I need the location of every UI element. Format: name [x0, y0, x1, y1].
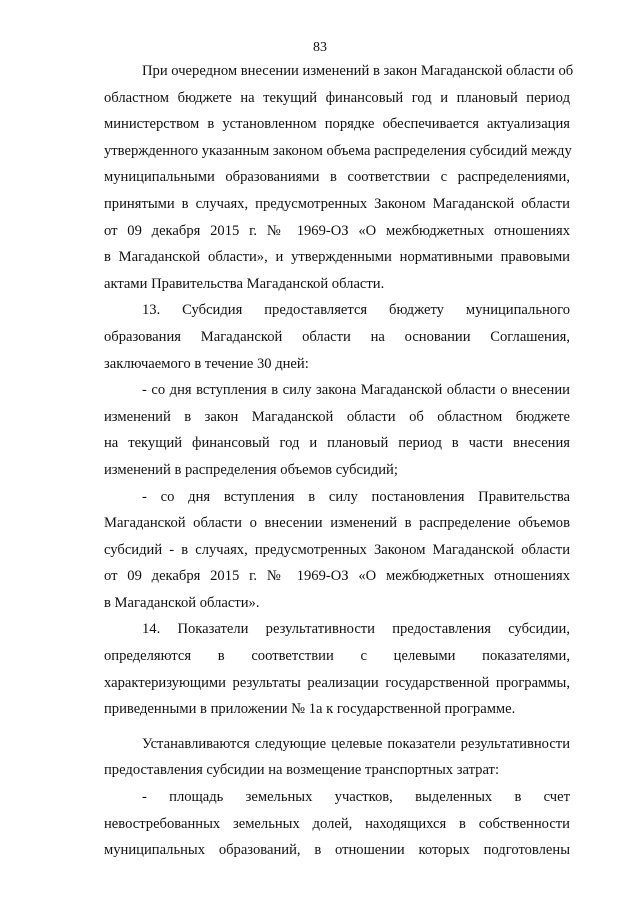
- text-line: - со дня вступления в силу закона Магаданской области о внесении: [142, 382, 570, 399]
- paragraph-dash-land-area: [104, 784, 570, 864]
- text-line: принятыми в случаях, предусмотренных Законом Магаданской области: [104, 195, 570, 212]
- text-line: в Магаданской области», и утвержденными нормативными правовыми: [104, 249, 570, 266]
- text-line: Магаданской области о внесении изменений в распределение объемов: [104, 515, 570, 532]
- text-line: субсидий - в случаях, предусмотренных Законом Магаданской области: [104, 541, 570, 558]
- text-line: - со дня вступления в силу постановления Правительства: [142, 488, 570, 505]
- text-line: муниципальными образованиями в соответствии с распределениями,: [104, 169, 570, 186]
- text-line: образования Магаданской области на основании Соглашения,: [104, 328, 570, 345]
- page-number: 83: [313, 40, 327, 55]
- text-line: изменений в распределения объемов субсидий;: [104, 461, 398, 478]
- text-line: от 09 декабря 2015 г. № 1969-ОЗ «О межбюджетных отношениях: [104, 222, 570, 239]
- paragraph-budget-update: [104, 58, 574, 297]
- paragraph-dash-resolution: [104, 484, 570, 617]
- text-line: предоставления субсидии на возмещение транспортных затрат:: [104, 762, 499, 779]
- text-line: областном бюджете на текущий финансовый год и плановый период: [104, 89, 570, 106]
- text-line: на текущий финансовый год и плановый период в части внесения: [104, 435, 570, 452]
- paragraph-indicators-intro: [104, 731, 570, 784]
- text-line: характеризующими результаты реализации государственной программы,: [104, 674, 570, 691]
- text-line: 13. Субсидия предоставляется бюджету муниципального: [142, 302, 570, 319]
- text-line: 14. Показатели результативности предоставления субсидии,: [142, 621, 570, 638]
- paragraph-item-13: [104, 297, 570, 377]
- text-line: актами Правительства Магаданской области.: [104, 275, 385, 292]
- text-line: муниципальных образований, в отношении которых подготовлены: [104, 842, 570, 859]
- text-line: изменений в закон Магаданской области об областном бюджете: [104, 408, 570, 425]
- text-line: заключаемого в течение 30 дней:: [104, 355, 309, 372]
- text-line: При очередном внесении изменений в закон Магаданской области об: [142, 63, 574, 79]
- document-body: [104, 58, 574, 864]
- paragraph-item-14: [104, 616, 570, 722]
- text-line: Устанавливаются следующие целевые показатели результативности: [142, 735, 570, 752]
- text-line: невостребованных земельных долей, находящихся в собственности: [104, 815, 570, 832]
- text-line: - площадь земельных участков, выделенных в счет: [142, 789, 570, 806]
- paragraph-dash-law: [104, 377, 570, 483]
- paragraph-gap: [104, 723, 570, 731]
- text-line: от 09 декабря 2015 г. № 1969-ОЗ «О межбюджетных отношениях: [104, 568, 570, 585]
- text-line: утвержденного указанным законом объема распределения субсидий между: [104, 142, 572, 159]
- text-line: министерством в установленном порядке обеспечивается актуализация: [104, 116, 570, 133]
- text-line: определяются в соответствии с целевыми показателями,: [104, 648, 570, 665]
- text-line: в Магаданской области».: [104, 594, 260, 611]
- text-line: приведенными в приложении № 1а к государственной программе.: [104, 701, 516, 718]
